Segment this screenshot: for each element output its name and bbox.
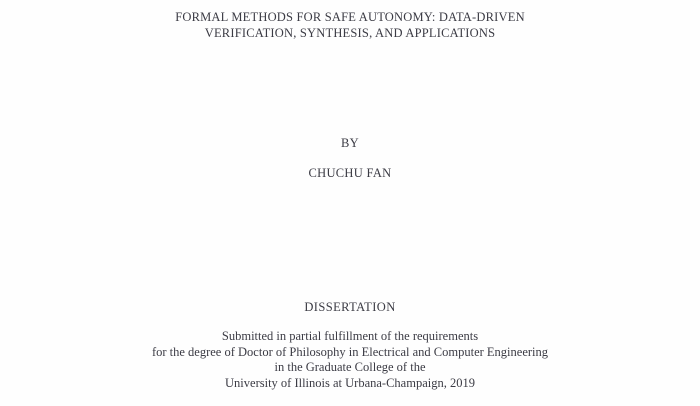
document-title-line-2: VERIFICATION, SYNTHESIS, AND APPLICATIONS: [204, 26, 496, 40]
submission-line-2: for the degree of Doctor of Philosophy in Electrical and Computer Engineering: [151, 344, 549, 359]
document-type-label: DISSERTATION: [304, 300, 396, 314]
by-label: BY: [341, 136, 359, 150]
submission-line-1: Submitted in partial fulfillment of the requirements: [221, 329, 479, 343]
author-name: CHUCHU FAN: [308, 166, 392, 180]
document-title: [0, 9, 700, 41]
document-title-line-1: FORMAL METHODS FOR SAFE AUTONOMY: DATA-DRIVEN: [175, 10, 525, 24]
submission-line-3: in the Graduate College of the: [274, 360, 426, 375]
submission-line-4: University of Illinois at Urbana-Champaign, 2019: [225, 376, 475, 391]
submission-statement: [0, 329, 700, 392]
